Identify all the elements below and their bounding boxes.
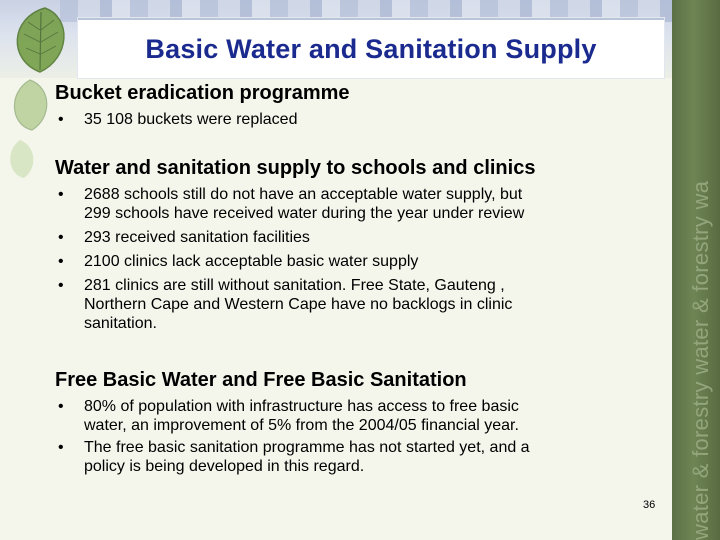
- page-number: 36: [643, 499, 656, 511]
- bullet-list-free-basic: [58, 397, 658, 476]
- bullet-icon: •: [58, 253, 64, 270]
- right-sidebar: [672, 0, 720, 540]
- section-heading-schools: Water and sanitation supply to schools and clinics: [55, 157, 536, 179]
- bullet-list-bucket: [58, 110, 658, 129]
- bullet-icon: •: [58, 229, 64, 246]
- list-item: • 2688 schools still do not have an acceptable water supply, but 299 schools have received water during the year under review: [58, 186, 525, 222]
- list-item: • 281 clinics are still without sanitation. Free State, Gauteng , Northern Cape and Western Cape have no backlogs in clinic sanitation.: [58, 277, 513, 332]
- list-item: • 80% of population with infrastructure has access to free basic water, an improvement of 5% from the 2004/05 financial year.: [58, 398, 519, 434]
- section-heading-bucket: Bucket eradication programme: [55, 82, 350, 104]
- list-item: • 293 received sanitation facilities: [58, 229, 310, 246]
- bullet-icon: •: [58, 439, 64, 456]
- bullet-icon: •: [58, 186, 64, 203]
- section-heading-free-basic: Free Basic Water and Free Basic Sanitation: [55, 369, 467, 391]
- list-item: • 2100 clinics lack acceptable basic water supply: [58, 253, 419, 270]
- slide-title: Basic Water and Sanitation Supply: [145, 34, 597, 64]
- bullet-icon: •: [58, 111, 64, 128]
- bullet-list-schools: [58, 185, 658, 333]
- bullet-icon: •: [58, 398, 64, 415]
- list-item: • The free basic sanitation programme has not started yet, and a policy is being developed in this regard.: [58, 439, 530, 475]
- list-item: • 35 108 buckets were replaced: [58, 111, 298, 128]
- sidebar-brand-text: water & forestry water & forestry wa: [688, 180, 713, 540]
- bullet-icon: •: [58, 277, 64, 294]
